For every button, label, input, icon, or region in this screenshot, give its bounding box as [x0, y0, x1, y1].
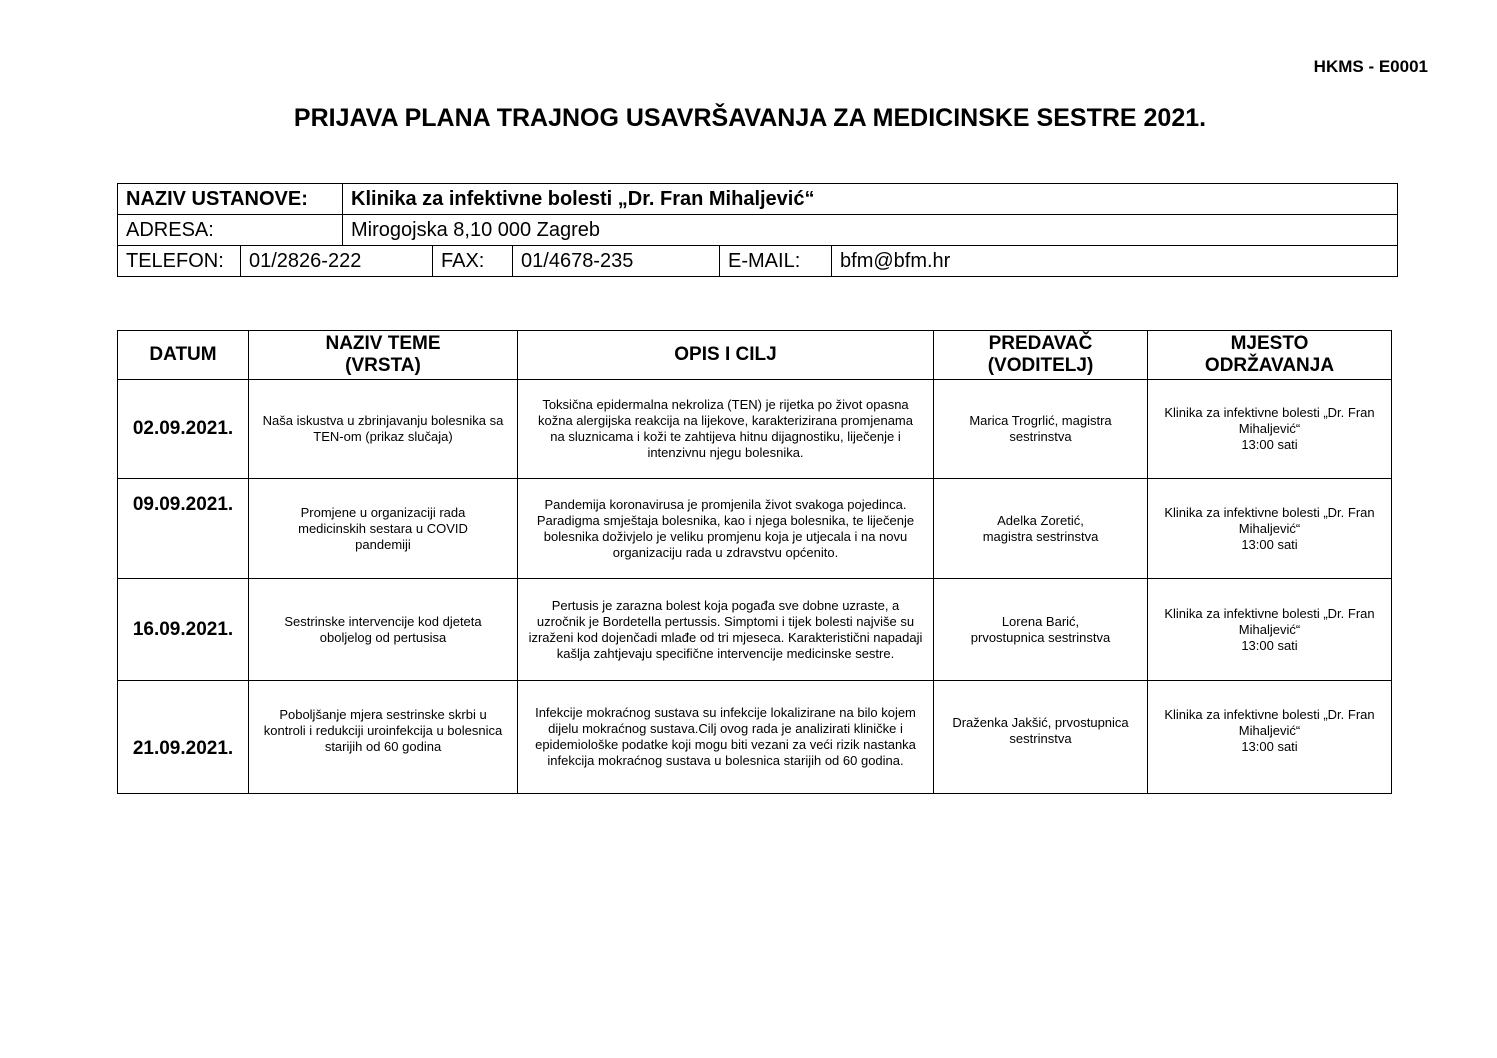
header-lecturer: [934, 331, 1148, 380]
row-lecturer: Marica Trogrlić, magistra sestrinstva: [934, 380, 1148, 479]
header-topic-line1: NAZIV TEME: [325, 333, 441, 354]
header-date: DATUM: [118, 331, 249, 380]
row-location: [1148, 380, 1392, 479]
row-topic: Poboljšanje mjera sestrinske skrbi u kontroli i redukciji uroinfekcija u bolesnica starijih od 60 godina: [249, 681, 518, 794]
location-name: Klinika za infektivne bolesti „Dr. Fran Mihaljević“: [1164, 405, 1375, 436]
lecturer-title: magistra sestrinstva: [982, 528, 1099, 544]
location-time: 13:00 sati: [1241, 437, 1298, 452]
row-date: 21.09.2021.: [118, 681, 249, 794]
email-label: E-MAIL:: [720, 246, 832, 277]
table-header-row: [118, 331, 1392, 380]
header-lecturer-line1: PREDAVAČ: [988, 333, 1093, 354]
location-time: 13:00 sati: [1241, 739, 1298, 754]
header-location-line1: MJESTO: [1230, 333, 1309, 354]
header-location-line2: ODRŽAVANJA: [1204, 355, 1335, 376]
institution-name-row: [118, 184, 1398, 215]
location-name: Klinika za infektivne bolesti „Dr. Fran Mihaljević“: [1164, 605, 1375, 637]
document-title: PRIJAVA PLANA TRAJNOG USAVRŠAVANJA ZA MEDICINSKE SESTRE 2021.: [293, 104, 1207, 132]
table-row: [118, 681, 1392, 794]
header-lecturer-line2: (VODITELJ): [987, 355, 1094, 376]
row-description: Infekcije mokraćnog sustava su infekcije lokalizirane na bilo kojem dijelu mokraćnog sustava.Cilj ovog rada je analizirati kliničke i epidemiološke podatke koji mogu biti vezani za veći rizik nastanka infekcija mokraćnog sustava u bolesnica starijih od 60 godina.: [518, 681, 934, 794]
row-location: [1148, 579, 1392, 681]
row-lecturer: [934, 479, 1148, 579]
phone-label: TELEFON:: [118, 246, 241, 277]
row-description: Toksična epidermalna nekroliza (TEN) je rijetka po život opasna kožna alergijska reakcija na lijekove, karakterizirana promjenama na sluznicama i koži te zahtijeva hitnu dijagnostiku, liječenje i intenzivnu njegu bolesnika.: [518, 380, 934, 479]
row-topic: Sestrinske intervencije kod djeteta oboljelog od pertusisa: [249, 579, 518, 681]
header-topic: [249, 331, 518, 380]
institution-name-value: Klinika za infektivne bolesti „Dr. Fran Mihaljević“: [343, 184, 1398, 215]
training-plan-table: [117, 330, 1392, 794]
row-lecturer: [934, 579, 1148, 681]
address-label: ADRESA:: [118, 215, 343, 246]
table-row: [118, 479, 1392, 579]
lecturer-name: Lorena Barić,: [1001, 613, 1080, 629]
institution-contact-row: [118, 246, 1398, 277]
location-name: Klinika za infektivne bolesti „Dr. Fran Mihaljević“: [1164, 707, 1375, 738]
fax-value: 01/4678-235: [513, 246, 720, 277]
table-row: [118, 579, 1392, 681]
location-time: 13:00 sati: [1241, 637, 1298, 653]
location-name: Klinika za infektivne bolesti „Dr. Fran Mihaljević“: [1164, 504, 1375, 536]
header-description: OPIS I CILJ: [518, 331, 934, 380]
row-location: [1148, 681, 1392, 794]
row-location: [1148, 479, 1392, 579]
table-row: [118, 380, 1392, 479]
lecturer-name: Adelka Zoretić,: [997, 512, 1084, 528]
email-value: bfm@bfm.hr: [832, 246, 1398, 277]
row-description: Pertusis je zarazna bolest koja pogađa sve dobne uzraste, a uzročnik je Bordetella pertussis. Simptomi i tijek bolesti najviše su izraženi kod dojenčadi mlađe od tri mjeseca. Karakteristični napadaji kašlja zahtjevaju specifične intervencije medicinske sestre.: [518, 579, 934, 681]
row-date: 16.09.2021.: [118, 579, 249, 681]
row-topic: Promjene u organizaciji rada medicinskih sestara u COVID pandemiji: [249, 479, 518, 579]
header-location: [1148, 331, 1392, 380]
row-date: 09.09.2021.: [118, 479, 249, 579]
institution-address-row: [118, 215, 1398, 246]
row-description: Pandemija koronavirusa je promjenila život svakoga pojedinca. Paradigma smještaja bolesnika, kao i njega bolesnika, te liječenje bolesnika doživjelo je veliku promjenu koja je utjecala i na novu organizaciju rada u zdravstvu općenito.: [518, 479, 934, 579]
phone-value: 01/2826-222: [241, 246, 433, 277]
document-code: HKMS - E0001: [1313, 57, 1428, 76]
address-value: Mirogojska 8,10 000 Zagreb: [343, 215, 1398, 246]
institution-table: [117, 183, 1398, 277]
row-topic: Naša iskustva u zbrinjavanju bolesnika sa TEN-om (prikaz slučaja): [249, 380, 518, 479]
fax-label: FAX:: [433, 246, 513, 277]
lecturer-title: prvostupnica sestrinstva: [970, 629, 1111, 645]
header-topic-line2: (VRSTA): [345, 355, 421, 376]
row-lecturer: Draženka Jakšić, prvostupnica sestrinstva: [934, 681, 1148, 794]
institution-name-label: NAZIV USTANOVE:: [118, 184, 343, 215]
location-time: 13:00 sati: [1241, 536, 1298, 552]
row-date: 02.09.2021.: [118, 380, 249, 479]
